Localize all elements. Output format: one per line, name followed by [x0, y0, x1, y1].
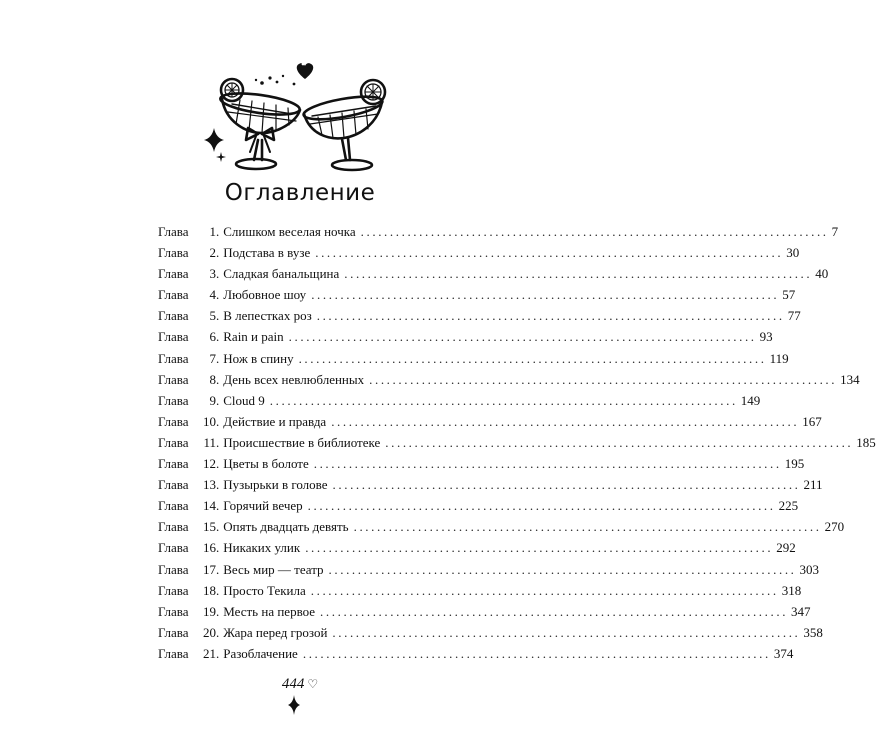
chapter-title: Опять двадцать девять: [223, 519, 349, 535]
chapter-page: 7: [831, 224, 839, 239]
dot-leader: ................................................................................: [385, 434, 854, 450]
dot-leader: ................................................................................: [331, 413, 800, 429]
dot-leader: ................................................................................: [298, 350, 767, 366]
toc-entry: [158, 540, 796, 561]
chapter-number-dot: .: [216, 287, 220, 303]
toc-entry: [158, 329, 773, 350]
page-number: 444: [281, 676, 305, 692]
chapter-title: Разоблачение: [223, 645, 298, 661]
right-glass: [302, 80, 385, 170]
toc-entry: [158, 350, 789, 372]
chapter-number-dot: .: [216, 350, 220, 366]
chapter-page: 347: [791, 603, 811, 619]
chapter-page: 292: [776, 540, 796, 556]
dot-leader: ................................................................................: [288, 329, 757, 345]
chapter-word: Глава: [158, 371, 189, 387]
chapter-page: 374: [773, 645, 794, 661]
chapter-word: Глава: [158, 413, 189, 429]
chapter-number-dot: .: [216, 498, 220, 514]
chapter-title: Cloud 9: [223, 392, 265, 408]
chapter-number: 6: [209, 329, 216, 345]
toc-entry: [158, 477, 823, 498]
page-folio: [0, 676, 600, 693]
toc-entry: [158, 603, 811, 625]
chapter-number: 17: [203, 561, 216, 577]
chapter-page: 318: [781, 582, 802, 598]
chapter-word: Глава: [158, 498, 189, 514]
chapter-number: 12: [203, 456, 216, 472]
chapter-title: В лепестках роз: [223, 308, 312, 324]
chapter-number-dot: .: [216, 308, 220, 324]
chapter-title: Месть на первое: [223, 603, 316, 619]
chapter-page: 303: [799, 561, 820, 577]
chapter-page: 225: [778, 498, 799, 514]
chapter-number-dot: .: [216, 561, 220, 577]
chapter-title: День всех невлюбленных: [223, 371, 365, 387]
toc-entry: [158, 561, 820, 583]
chapter-title: Цветы в болоте: [223, 456, 309, 472]
toc-entry: [158, 245, 800, 266]
chapter-number-dot: .: [216, 224, 220, 239]
chapter-title: Горячий вечер: [223, 498, 303, 514]
chapter-title: Rain и pain: [223, 329, 284, 345]
dot-leader: ................................................................................: [316, 308, 785, 324]
chapter-number: 5: [209, 308, 216, 324]
chapter-number: 10: [203, 413, 216, 429]
chapter-word: Глава: [158, 434, 189, 450]
chapter-title: Сладкая банальщина: [223, 266, 340, 282]
chapter-number-dot: .: [216, 603, 220, 619]
chapter-page: 134: [840, 371, 860, 387]
dot-leader: ................................................................................: [315, 245, 784, 261]
chapter-number: 16: [203, 540, 216, 556]
chapter-title: Никаких улик: [223, 540, 301, 556]
chapter-page: 185: [856, 434, 876, 450]
chapter-number: 21: [203, 645, 216, 661]
chapter-number-dot: .: [216, 413, 220, 429]
chapter-title: Весь мир — театр: [223, 561, 324, 577]
chapter-title: Происшествие в библиотеке: [223, 434, 381, 450]
chapter-number-dot: .: [216, 582, 220, 598]
chapter-word: Глава: [158, 561, 189, 577]
toc-entry: [158, 456, 805, 477]
dot-leader: ................................................................................: [353, 519, 822, 535]
toc-entry: [158, 308, 801, 329]
dot-leader: ................................................................................: [302, 645, 771, 661]
chapter-word: Глава: [158, 287, 189, 303]
chapter-number: 8: [209, 371, 216, 387]
chapter-number: 20: [203, 624, 216, 640]
chapter-number-dot: .: [216, 392, 220, 408]
dot-leader: ................................................................................: [360, 224, 829, 239]
chapter-number: 14: [203, 498, 216, 514]
toc-entry: [158, 392, 761, 414]
toc-entry: [158, 519, 845, 540]
chapter-number-dot: .: [216, 245, 220, 261]
chapter-number: 1: [209, 224, 216, 239]
cocktail-glasses-illustration: [0, 0, 600, 185]
toc-entry: [158, 582, 802, 604]
dot-leader: ................................................................................: [307, 498, 776, 514]
heart-icon: ♡: [307, 677, 319, 691]
chapter-number: 18: [203, 582, 216, 598]
toc-entry: [158, 413, 822, 435]
chapter-number-dot: .: [216, 456, 220, 472]
page-title: Оглавление: [224, 180, 376, 206]
chapter-word: Глава: [158, 224, 189, 239]
dot-leader: ................................................................................: [320, 603, 789, 619]
toc-entry: [158, 434, 876, 456]
chapter-word: Глава: [158, 329, 189, 345]
chapter-page: 195: [784, 456, 805, 472]
chapter-number: 4: [209, 287, 216, 303]
chapter-word: Глава: [158, 624, 189, 640]
chapter-title: Пузырьки в голове: [223, 477, 328, 493]
chapter-number: 11: [203, 434, 216, 450]
chapter-page: 77: [787, 308, 801, 324]
toc-entry: [158, 624, 823, 646]
chapter-number-dot: .: [216, 371, 220, 387]
chapter-page: 119: [769, 350, 789, 366]
chapter-title: Действие и правда: [223, 413, 327, 429]
chapter-title: Жара перед грозой: [223, 624, 328, 640]
chapter-word: Глава: [158, 350, 189, 366]
chapter-word: Глава: [158, 266, 189, 282]
chapter-number: 2: [209, 245, 216, 261]
chapter-page: 40: [815, 266, 829, 282]
chapter-page: 149: [740, 392, 761, 408]
chapter-number-dot: .: [216, 434, 220, 450]
left-glass: [219, 79, 301, 169]
dot-leader: ................................................................................: [269, 392, 738, 408]
chapter-number: 13: [203, 477, 216, 493]
chapter-page: 57: [782, 287, 796, 303]
chapter-word: Глава: [158, 582, 189, 598]
toc-entry: [158, 498, 799, 519]
chapter-number-dot: .: [216, 519, 220, 535]
chapter-number-dot: .: [216, 329, 220, 345]
chapter-word: Глава: [158, 456, 189, 472]
chapter-word: Глава: [158, 308, 189, 324]
chapter-number-dot: .: [216, 624, 220, 640]
chapter-word: Глава: [158, 245, 189, 261]
toc-entry: [158, 371, 860, 393]
chapter-title: Просто Текила: [223, 582, 306, 598]
toc-entry: [158, 645, 794, 667]
chapter-page: 270: [824, 519, 845, 535]
table-of-contents: [158, 224, 876, 667]
chapter-page: 211: [803, 477, 823, 493]
chapter-number-dot: .: [216, 540, 220, 556]
chapter-page: 358: [803, 624, 823, 640]
dot-leader: ................................................................................: [311, 287, 780, 303]
dot-leader: ................................................................................: [332, 624, 801, 640]
chapter-page: 167: [802, 413, 822, 429]
chapter-page: 30: [786, 245, 800, 261]
chapter-word: Глава: [158, 645, 189, 661]
chapter-number: 3: [209, 266, 216, 282]
chapter-title: Любовное шоу: [223, 287, 307, 303]
dot-leader: ................................................................................: [332, 477, 801, 493]
chapter-word: Глава: [158, 603, 189, 619]
chapter-word: Глава: [158, 477, 189, 493]
dot-leader: ................................................................................: [328, 561, 797, 577]
chapter-title: Нож в спину: [223, 350, 294, 366]
dot-leader: ................................................................................: [310, 582, 779, 598]
chapter-word: Глава: [158, 519, 189, 535]
toc-entry: [158, 287, 796, 308]
chapter-number-dot: .: [216, 477, 220, 493]
dot-leader: ................................................................................: [344, 266, 813, 282]
chapter-number-dot: .: [216, 645, 220, 661]
chapter-number: 15: [203, 519, 216, 535]
chapter-title: Подстава в вузе: [223, 245, 311, 261]
dot-leader: ................................................................................: [305, 540, 774, 556]
toc-entry: [158, 266, 829, 287]
sparkle-icon: [288, 695, 300, 715]
chapter-number: 9: [209, 392, 216, 408]
toc-entry: [158, 224, 839, 245]
chapter-title: Слишком веселая ночка: [223, 224, 356, 239]
chapter-word: Глава: [158, 392, 189, 408]
chapter-page: 93: [759, 329, 773, 345]
dot-leader: ................................................................................: [313, 456, 782, 472]
chapter-number-dot: .: [216, 266, 220, 282]
chapter-word: Глава: [158, 540, 189, 556]
chapter-number: 19: [203, 603, 216, 619]
heart-icon: [297, 63, 313, 79]
chapter-number: 7: [209, 350, 216, 366]
sparkle-icon: [204, 128, 224, 152]
dot-leader: ................................................................................: [369, 371, 838, 387]
